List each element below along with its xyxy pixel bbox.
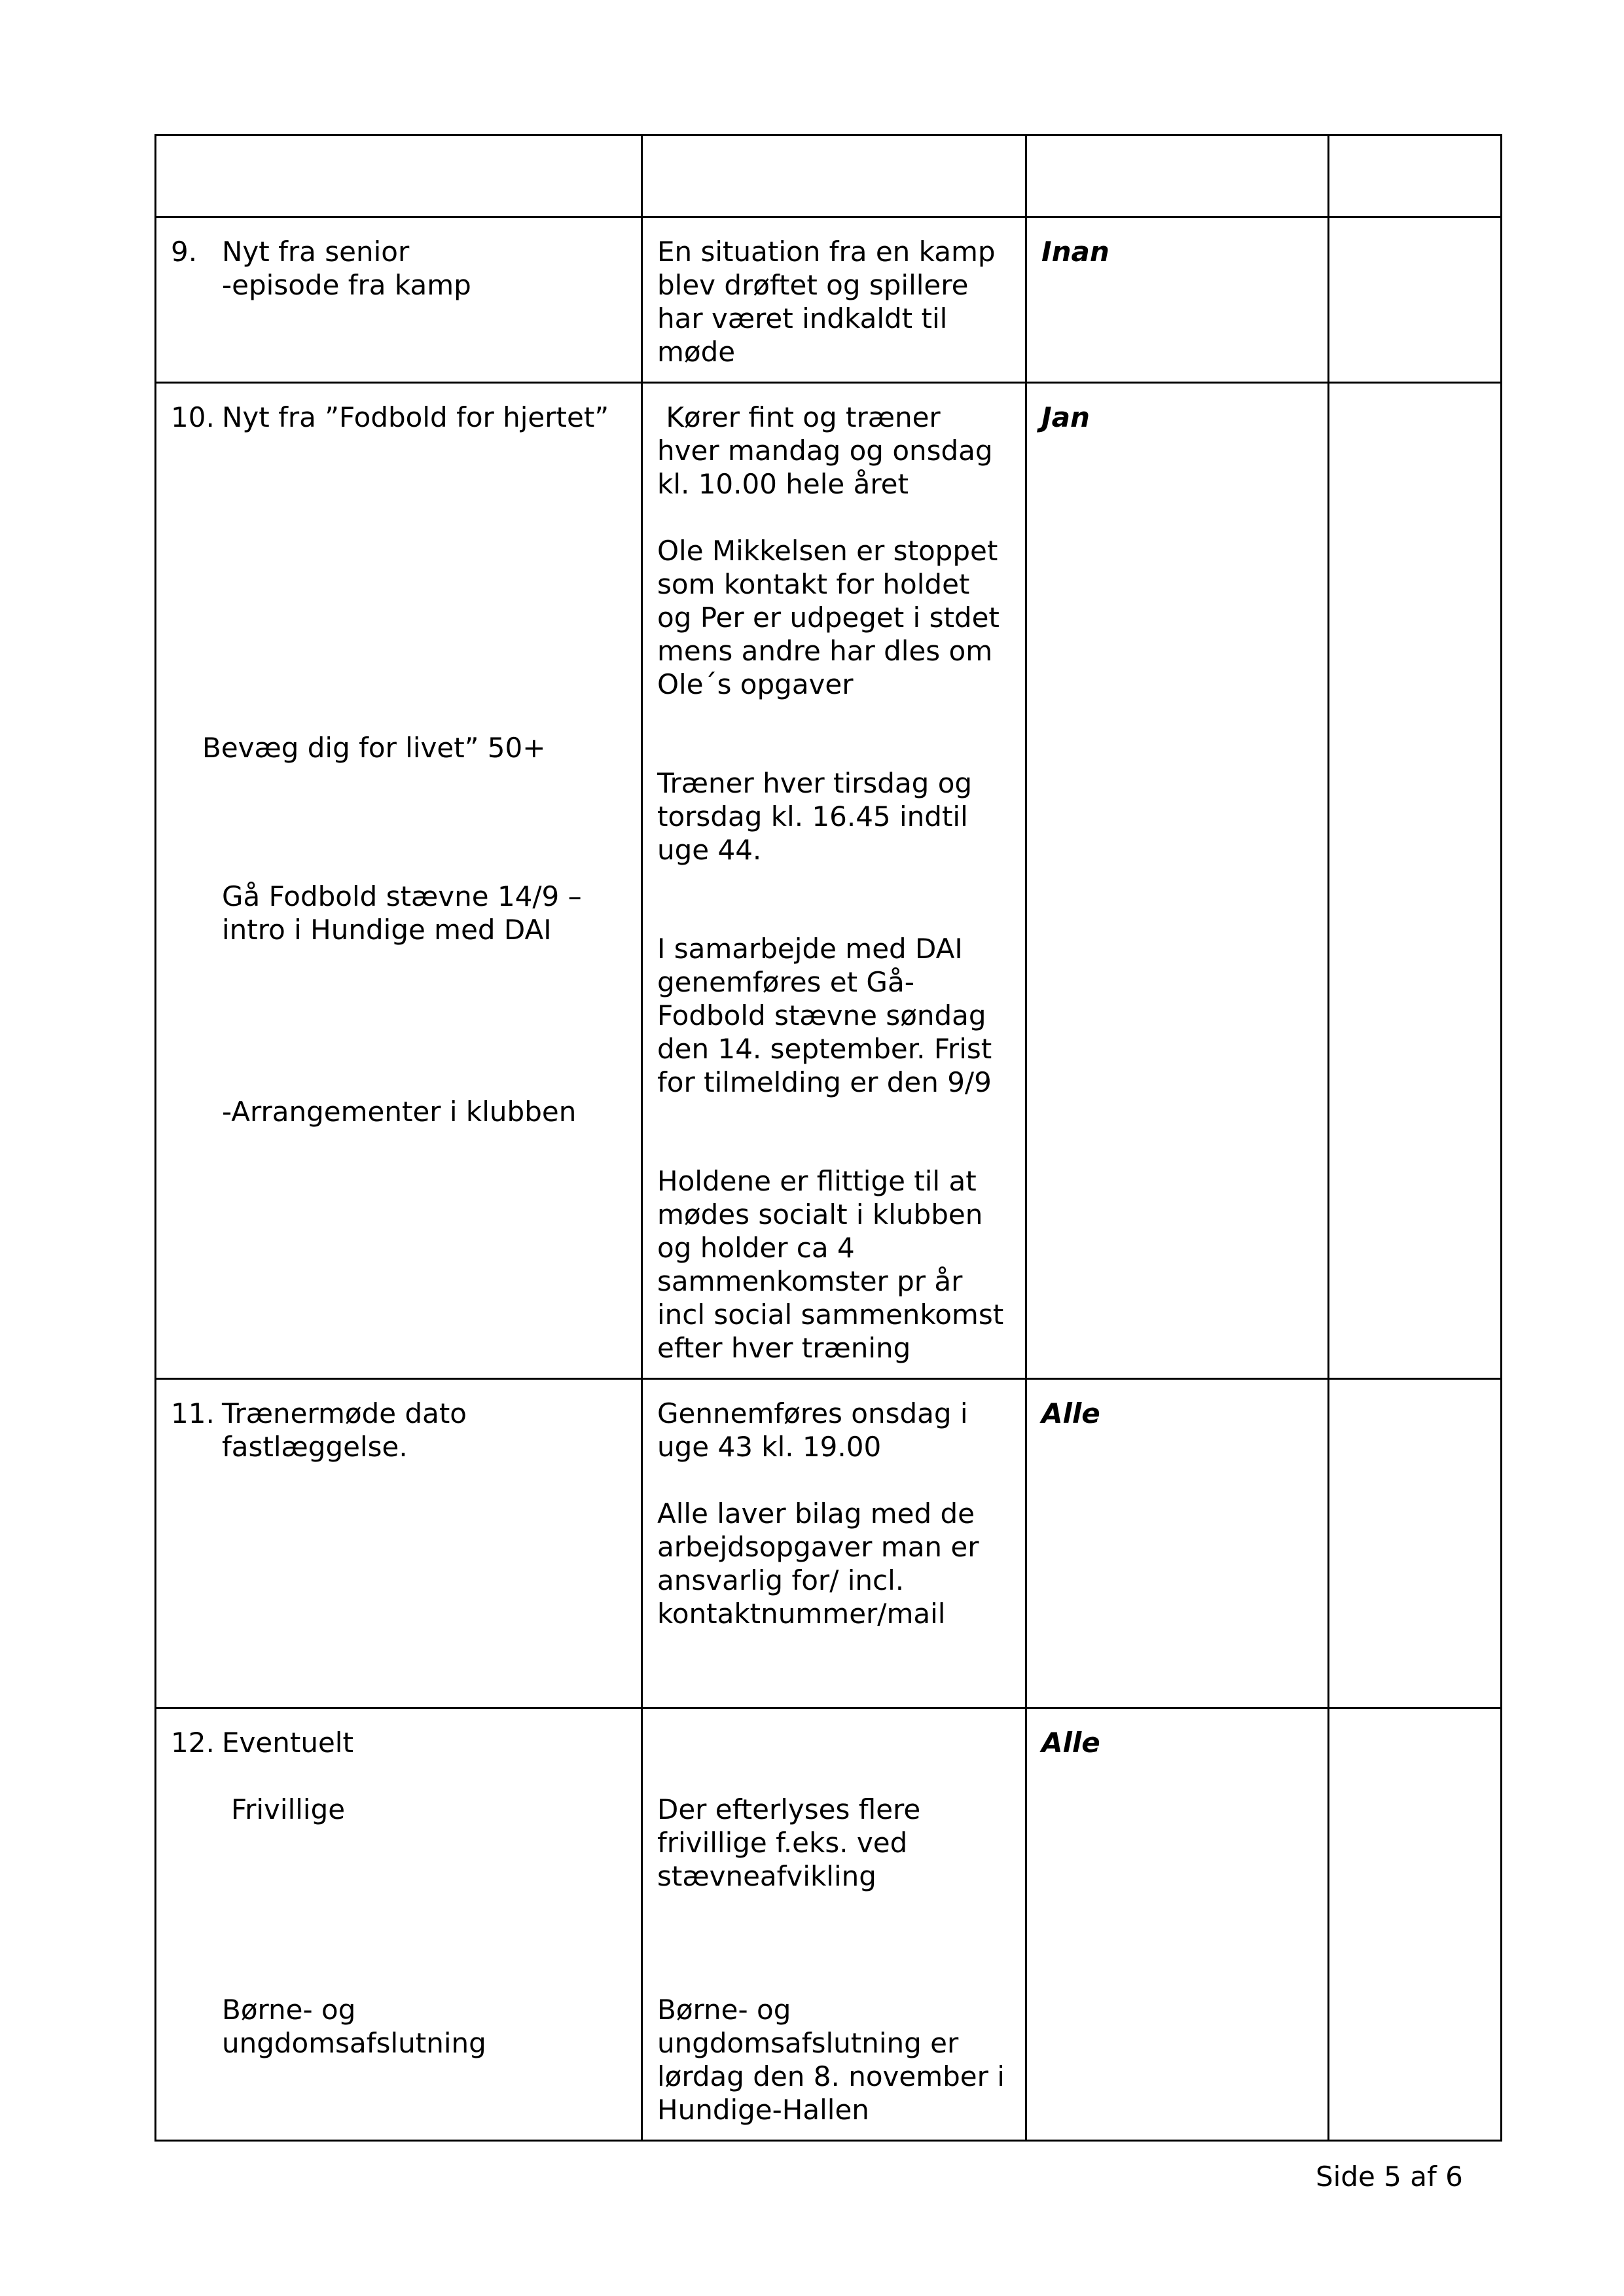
cell-notes [642, 1708, 1026, 2141]
cell-responsible [1026, 1379, 1329, 1708]
table-row-item-9 [156, 217, 1502, 383]
notes-text: En situation fra en kamp blev drøftet og spillere har været indkaldt til møde [657, 236, 996, 368]
minutes-table [154, 134, 1502, 2142]
cell-topic [156, 383, 642, 1379]
cell-topic [156, 1708, 642, 2141]
topic-title: Eventuelt [222, 1727, 353, 1759]
table-row-item-12 [156, 1708, 1502, 2141]
table-row-item-10 [156, 383, 1502, 1379]
cell-extra [1329, 135, 1502, 217]
responsible-name: Jan [1041, 401, 1090, 433]
notes-text: Kører fint og træner hver mandag og onsdag kl. 10.00 hele året [657, 401, 1001, 500]
topic-sub: fastlæggelse. [222, 1431, 408, 1463]
topic-sub: -episode fra kamp [222, 269, 471, 301]
cell-responsible [1026, 1708, 1329, 2141]
cell-extra [1329, 217, 1502, 383]
table-row-item-11 [156, 1379, 1502, 1708]
responsible-name: Alle [1041, 1727, 1100, 1759]
cell-extra [1329, 383, 1502, 1379]
notes-text: Træner hver tirsdag og torsdag kl. 16.45 indtil uge 44. [657, 767, 973, 866]
notes-text: Holdene er flittige til at mødes socialt i klubben og holder ca 4 sammenkomster pr år incl social sammenkomst efter hver træning [657, 1165, 1004, 1364]
item-number: 9. [171, 236, 198, 268]
cell-topic [156, 135, 642, 217]
topic-title: Nyt fra senior [222, 236, 410, 268]
cell-responsible [1026, 135, 1329, 217]
cell-topic [156, 1379, 642, 1708]
topic-title: Nyt fra ”Fodbold for hjertet” [222, 401, 609, 433]
responsible-name: Alle [1041, 1397, 1100, 1429]
cell-notes [642, 383, 1026, 1379]
cell-notes [642, 1379, 1026, 1708]
cell-extra [1329, 1708, 1502, 2141]
table-row-empty [156, 135, 1502, 217]
item-number: 10. [171, 401, 215, 433]
notes-text: Alle laver bilag med de arbejdsopgaver man er ansvarlig for/ incl. kontaktnummer/mail [657, 1498, 979, 1630]
topic-title: Trænermøde dato [222, 1397, 467, 1429]
item-number: 12. [171, 1727, 215, 1759]
cell-notes [642, 217, 1026, 383]
cell-responsible [1026, 383, 1329, 1379]
notes-text: Børne- og ungdomsafslutning er lørdag den 8. november i Hundige-Hallen [657, 1994, 1005, 2126]
cell-responsible [1026, 217, 1329, 383]
subtopic-title: Børne- og ungdomsafslutning [222, 1994, 486, 2059]
notes-text: Gennemføres onsdag i uge 43 kl. 19.00 [657, 1397, 968, 1463]
subtopic-title: Gå Fodbold stævne 14/9 – intro i Hundige med DAI [222, 880, 582, 946]
notes-text: I samarbejde med DAI genemføres et Gå-Fodbold stævne søndag den 14. september. Frist for tilmelding er den 9/9 [657, 933, 992, 1098]
subtopic-title: -Arrangementer i klubben [222, 1096, 577, 1128]
subtopic-title: Bevæg dig for livet” 50+ [202, 732, 546, 764]
responsible-name: Inan [1041, 236, 1110, 268]
item-number: 11. [171, 1397, 215, 1429]
notes-text: Der efterlyses flere frivillige f.eks. ved stævneafvikling [657, 1793, 921, 1892]
subtopic-title: Frivillige [231, 1793, 346, 1825]
cell-topic [156, 217, 642, 383]
notes-text: Ole Mikkelsen er stoppet som kontakt for holdet og Per er udpeget i stdet mens andre har dles om Ole´s opgaver [657, 535, 1000, 700]
cell-notes [642, 135, 1026, 217]
cell-extra [1329, 1379, 1502, 1708]
page-number: Side 5 af 6 [1316, 2161, 1463, 2193]
